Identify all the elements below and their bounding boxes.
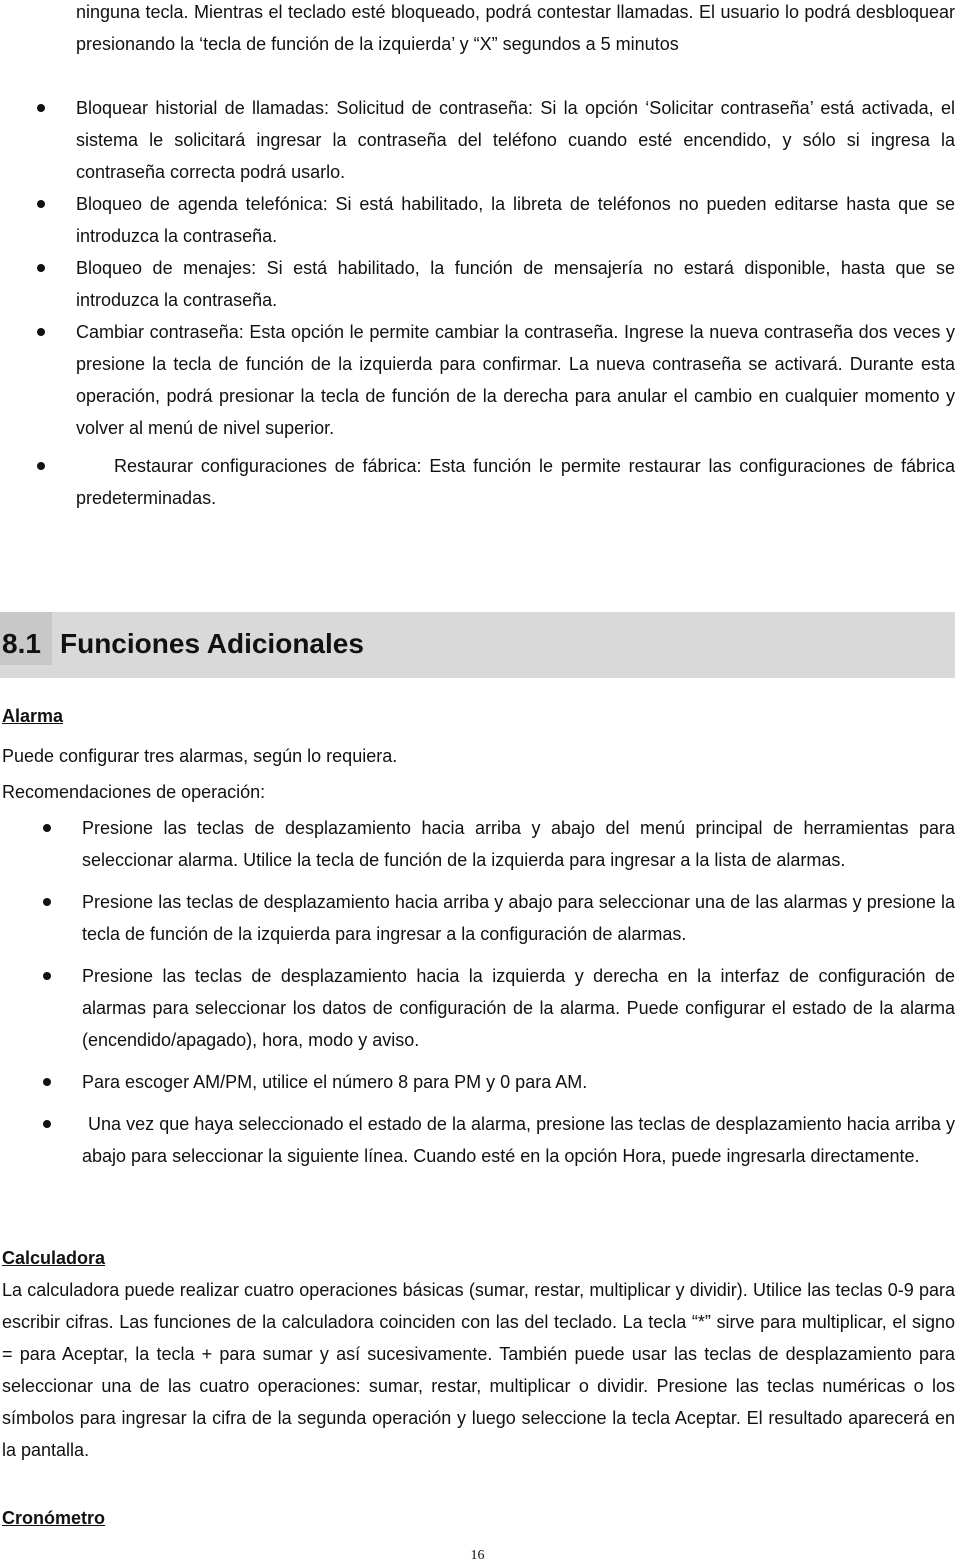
bullet-icon — [37, 264, 45, 272]
alarm-heading: Alarma — [2, 706, 64, 726]
bullet-icon — [43, 824, 51, 832]
section-number: 8.1 — [0, 612, 52, 665]
list-item: Presione las teclas de desplazamiento hacia arriba y abajo del menú principal de herramientas para seleccionar alarma. Utilice la tecla de función de la izquierda para ingresar a la lista de alarmas. — [0, 812, 955, 876]
section-header — [0, 612, 955, 678]
list-item: Cambiar contraseña: Esta opción le permite cambiar la contraseña. Ingrese la nueva contraseña dos veces y presione la tecla de función de la izquierda para confirmar. La nueva contraseña se activará. Durante esta operación, podrá presionar la tecla de función de la derecha para anular el cambio en cualquier momento y volver al menú de nivel superior. — [0, 316, 955, 444]
list-item: Bloqueo de menajes: Si está habilitado, la función de mensajería no estará disponible, hasta que se introduzca la contraseña. — [0, 252, 955, 316]
list-item: Restaurar configuraciones de fábrica: Esta función le permite restaurar las configuraciones de fábrica predeterminadas. — [0, 450, 955, 514]
alarm-steps-list — [0, 812, 955, 1172]
alarm-intro: Puede configurar tres alarmas, según lo requiera. — [2, 746, 398, 766]
bullet-icon — [43, 972, 51, 980]
list-item: Una vez que haya seleccionado el estado de la alarma, presione las teclas de desplazamiento hacia arriba y abajo para seleccionar la siguiente línea. Cuando esté en la opción Hora, puede ingresarla directamente. — [0, 1108, 955, 1172]
list-item: Presione las teclas de desplazamiento hacia la izquierda y derecha en la interfaz de configuración de alarmas para seleccionar los datos de configuración de la alarma. Puede configurar el estado de la alarma (encendido/apagado), hora, modo y aviso. — [0, 960, 955, 1056]
bullet-icon — [37, 104, 45, 112]
bullet-icon — [37, 328, 45, 336]
bullet-icon — [43, 1078, 51, 1086]
list-item: Para escoger AM/PM, utilice el número 8 para PM y 0 para AM. — [0, 1066, 955, 1098]
bullet-icon — [37, 200, 45, 208]
calculator-body: La calculadora puede realizar cuatro operaciones básicas (sumar, restar, multiplicar y dividir). Utilice las teclas 0-9 para escribir cifras. Las funciones de la calculadora coinciden con las del teclado. La tecla “*” sirve para multiplicar, el signo = para Aceptar, la tecla + para sumar y así sucesivamente. También puede usar las teclas de desplazamiento para seleccionar una de las cuatro operaciones: sumar, restar, multiplicar o dividir. Presione las teclas numéricas o los símbolos para ingresar la cifra de la segunda operación y luego seleccione la tecla Aceptar. El resultado aparecerá en la pantalla. — [2, 1280, 955, 1460]
list-item: Bloqueo de agenda telefónica: Si está habilitado, la libreta de teléfonos no pueden editarse hasta que se introduzca la contraseña. — [0, 188, 955, 252]
lock-options-list — [0, 92, 955, 514]
recommendations-label: Recomendaciones de operación: — [2, 782, 266, 802]
bullet-icon — [43, 898, 51, 906]
bullet-icon — [37, 462, 45, 470]
stopwatch-heading: Cronómetro — [2, 1508, 105, 1528]
list-item: Bloquear historial de llamadas: Solicitud de contraseña: Si la opción ‘Solicitar contraseña’ está activada, el sistema le solicitará ingresar la contraseña del teléfono cuando esté encendido, y sólo si ingresa la contraseña correcta podrá usarlo. — [0, 92, 955, 188]
continuation-paragraph: ninguna tecla. Mientras el teclado esté bloqueado, podrá contestar llamadas. El usuario lo podrá desbloquear presionando la ‘tecla de función de la izquierda’ y “X” segundos a 5 minutos — [76, 2, 955, 54]
page-number: 16 — [470, 1548, 485, 1563]
bullet-icon — [43, 1120, 51, 1128]
list-item: Presione las teclas de desplazamiento hacia arriba y abajo para seleccionar una de las alarmas y presione la tecla de función de la izquierda para ingresar a la configuración de alarmas. — [0, 886, 955, 950]
section-title: Funciones Adicionales — [60, 628, 364, 659]
calculator-heading: Calculadora — [2, 1248, 106, 1268]
